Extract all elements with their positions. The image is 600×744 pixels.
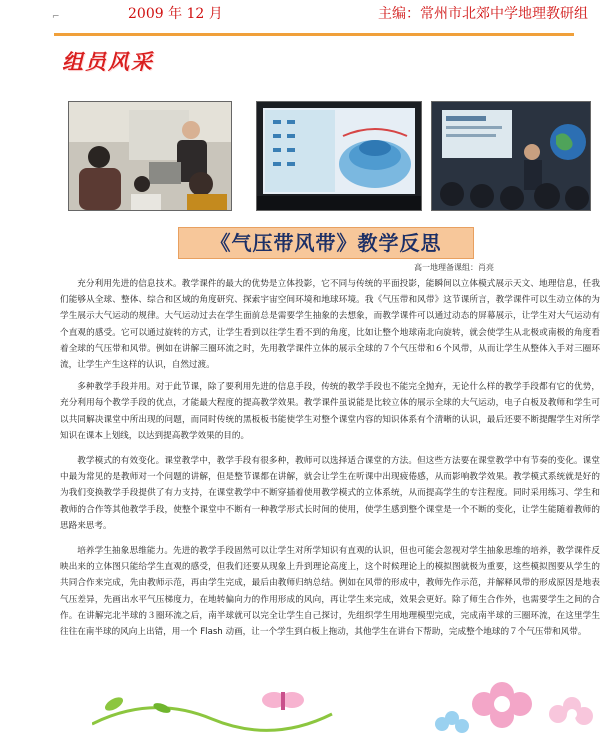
header-divider <box>54 33 574 36</box>
paragraph-1: 充分利用先进的信息技术。教学课件的最大的优势是立体投影，它不同与传统的平面投影，能瞬间以立体模式展示天文、地理信息，任我们能够从全球、整体、综合和区域的角度研究、探索宇宙空间环境和地球环境。我《气压带和风带》这节课所言，教学课件可以生动立体的为学生展示大气运动的规律。大气运动过去在学生面前总是需要学生抽象的去想象，而教学课件可以通过动态的屏幕展示，让学生对大气运动有个直观的感受。它可以通过旋转的方式，让学生看到以往学生看不到的角度，比如让整个地球南北向旋转，就会使学生从北极或南极的角度看着全球的气压带和风带。例如在讲解三圈环流之时，先用教学课件立体的展示全球的７个气压带和６个风带，从而让学生从整体入手对三圈环流，让学生产生这样的认识，自然过渡。 <box>60 279 600 371</box>
paragraph-3: 教学模式的有效变化。课堂教学中，教学手段有很多种，教师可以选择适合课堂的方法。但这些方法要在课堂教学中有节奏的变化。课堂中最为常见的是教师对一个问题的讲解，但是整节课都在讲解，就会让学生在听课中出现疲倦感，从而影响教学效果。教学模式系统就是好的为我们变换教学手段提供了有力支持，在课堂教学中不断穿插着使用教学模式的立体系统，从而提高学生的专注程度。同时采用练习、学生和教师的合作等其他教学手段，使整个课堂中不断有一种教学形式长时间的使用，使学生感到整个课堂是一个不断的变化，让学生能随着教师的思路来思考。 <box>60 456 600 531</box>
teacher-presenting-photo <box>68 101 232 211</box>
classroom-globe-photo <box>431 101 591 211</box>
floral-decoration <box>92 664 600 740</box>
issue-date: 2009 年 12 月 <box>128 6 223 22</box>
section-title: 组员风采 <box>62 49 154 74</box>
paragraph-2: 多种教学手段并用。对于此节课，除了要利用先进的信息手段，传统的教学手段也不能完全抛弃，无论什么样的教学手段都有它的优势，充分利用每个教学手段的优点，才能最大程度的提高教学效果。教学课件虽说能是比较立体的展示全球的大气运动，电子白板及教师和学生可以共同解决课堂中所出现的问题，而同时传统的黑板板书能使学生对整个课堂内容的知识体系有个清晰的认识，最后还要不断提醒学生对所学知识在课本上划线，以达到提高教学效果的目的。 <box>60 382 600 441</box>
article-author: 高一地理备课组：肖亮 <box>414 263 494 272</box>
corner-crop-mark: ⌐ <box>52 12 60 22</box>
editor-credit: 主编：常州市北郊中学地理教研组 <box>378 6 588 22</box>
paragraph-4: 培养学生抽象思维能力。先进的教学手段固然可以让学生对所学知识有直观的认识，但也可能会忽视对学生抽象思维的培养，教学课件反映出来的立体图只能给学生直观的感受，但我们还要从现象上升到理论高度上，这个时候理论上的模拟图就极为重要，这些模拟图要从学生的共同合作来完成，先由教师示范，再由学生完成，最后由教师归纳总结。例如在风带的形成中，教师先作示范，并解释风带的形成原因是地表气压差异，先画出水平气压梯度力，在地转偏向力的作用形成的风向，再让学生来完成，效果会更好。除了师生合作外，也需要学生之间的合作。在讲解完北半球的３圈环流之后，南半球就可以完全让学生自己探讨，先组织学生用地理模型完成，完成南半球的三圈环流，在这里学生往往在南半球的风向上出错，用一个 Flash 动画，让一个学生到白板上拖动，其他学生在讲台下帮助，完成整个地球的７个气压带和风带。 <box>60 546 600 638</box>
article-title: 《气压带风带》教学反思 <box>178 227 474 259</box>
butterfly-icon <box>262 692 304 710</box>
projected-slide-photo <box>256 101 422 211</box>
article-body <box>60 276 600 649</box>
